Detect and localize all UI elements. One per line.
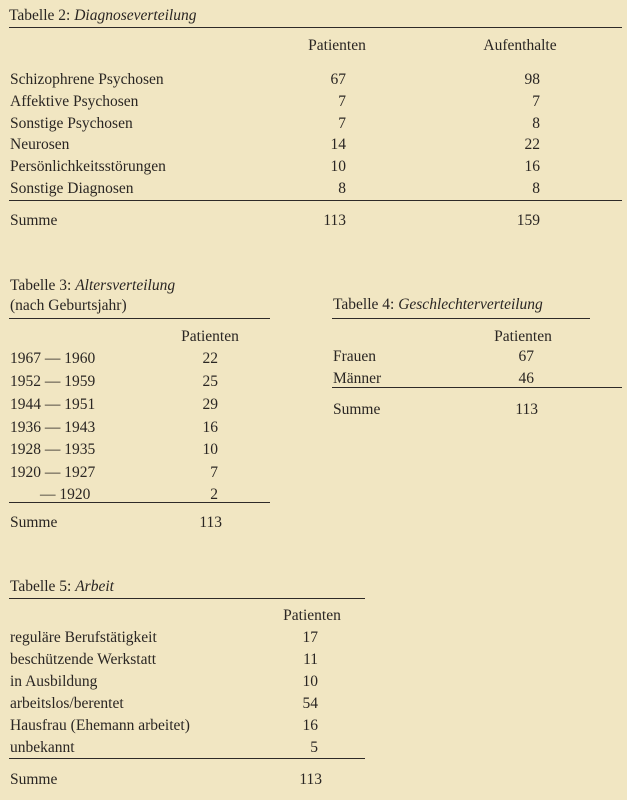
table2-row-stays: 7 <box>532 93 540 110</box>
table2-row-stays: 8 <box>532 180 540 197</box>
table2-row-label: Persönlichkeitsstörungen <box>10 158 166 175</box>
table3-subtitle: (nach Geburtsjahr) <box>10 297 127 314</box>
table3-row-patients: 16 <box>202 419 218 436</box>
table2-sum-stays: 159 <box>516 212 540 229</box>
table4-col-patients: Patienten <box>494 328 552 345</box>
table5-row-patients: 10 <box>302 673 318 690</box>
table3-title: Altersverteilung <box>75 277 176 294</box>
table2-row-label: Sonstige Diagnosen <box>10 180 134 197</box>
table5-row-patients: 5 <box>310 739 318 756</box>
table4-sum-label: Summe <box>333 401 381 418</box>
table3-caption <box>10 277 175 295</box>
table5-caption <box>10 578 114 596</box>
table2-row-patients: 7 <box>338 115 346 132</box>
table2-caption <box>9 7 196 25</box>
table3-label: Tabelle 3: <box>10 277 72 294</box>
table3-row-label: 1928 — 1935 <box>10 441 96 458</box>
table5-top-rule <box>9 598 365 599</box>
table4-caption <box>333 296 543 314</box>
table5-col-patients: Patienten <box>283 607 341 624</box>
table2-row-patients: 8 <box>338 180 346 197</box>
table2-row-stays: 8 <box>532 115 540 132</box>
table3-row-patients: 22 <box>202 350 218 367</box>
table5-row-patients: 11 <box>303 651 318 668</box>
table2-row-label: Sonstige Psychosen <box>10 115 133 132</box>
table3-row-patients: 10 <box>202 441 218 458</box>
table5-label: Tabelle 5: <box>10 578 72 595</box>
table3-col-patients: Patienten <box>181 328 239 345</box>
table2-row-patients: 7 <box>338 93 346 110</box>
table3-row-label: 1936 — 1943 <box>10 419 96 436</box>
table2-sum-patients: 113 <box>323 212 346 229</box>
table3-row-label: 1920 — 1927 <box>10 464 96 481</box>
table3-sum-label: Summe <box>10 514 58 531</box>
table5-row-label: reguläre Berufstätigkeit <box>10 629 157 646</box>
table2-row-label: Schizophrene Psychosen <box>10 71 164 88</box>
table5-row-label: arbeitslos/berentet <box>10 695 124 712</box>
table2-title: Diagnoseverteilung <box>74 7 197 24</box>
table5-row-label: in Ausbildung <box>10 673 98 690</box>
table2-row-stays: 22 <box>524 136 540 153</box>
table5-row-label: unbekannt <box>10 739 75 756</box>
table3-sum-rule <box>9 502 270 503</box>
table5-row-patients: 17 <box>302 629 318 646</box>
table2-col-stays: Aufenthalte <box>483 37 557 54</box>
table5-sum-rule <box>9 758 365 759</box>
table5-row-patients: 16 <box>302 717 318 734</box>
table3-row-label: — 1920 <box>40 486 91 503</box>
table2-row-label: Affektive Psychosen <box>10 93 139 110</box>
table3-row-patients: 29 <box>202 396 218 413</box>
table4-top-rule <box>332 318 590 319</box>
table4-row-patients: 67 <box>518 348 534 365</box>
table4-sum-patients: 113 <box>515 401 538 418</box>
table2-row-stays: 16 <box>524 158 540 175</box>
table5-sum-patients: 113 <box>299 771 322 788</box>
table4-row-label: Frauen <box>333 348 377 365</box>
table3-row-label: 1967 — 1960 <box>10 350 96 367</box>
table3-row-label: 1944 — 1951 <box>10 396 96 413</box>
table5-sum-label: Summe <box>10 771 58 788</box>
table5-row-label: Hausfrau (Ehemann arbeitet) <box>10 717 190 734</box>
table2-col-patients: Patienten <box>308 37 366 54</box>
table2-row-label: Neurosen <box>10 136 70 153</box>
table3-row-label: 1952 — 1959 <box>10 373 96 390</box>
table5-title: Arbeit <box>75 578 114 595</box>
table3-sum-patients: 113 <box>199 514 222 531</box>
table3-row-patients: 2 <box>210 486 218 503</box>
table4-row-label: Männer <box>333 370 382 387</box>
table4-sum-rule <box>332 387 622 388</box>
table2-row-stays: 98 <box>524 71 540 88</box>
table2-row-patients: 14 <box>330 136 346 153</box>
table2-top-rule <box>9 27 622 28</box>
table2-label: Tabelle 2: <box>9 7 71 24</box>
table2-row-patients: 67 <box>330 71 346 88</box>
table5-row-patients: 54 <box>302 695 318 712</box>
table4-row-patients: 46 <box>518 370 534 387</box>
table3-row-patients: 7 <box>210 464 218 481</box>
table2-row-patients: 10 <box>330 158 346 175</box>
table4-label: Tabelle 4: <box>333 296 395 313</box>
table2-sum-label: Summe <box>10 212 58 229</box>
table4-title: Geschlechterverteilung <box>398 296 543 313</box>
table2-sum-rule <box>9 200 622 201</box>
table5-row-label: beschützende Werkstatt <box>10 651 157 668</box>
table3-top-rule <box>9 318 270 319</box>
table3-row-patients: 25 <box>202 373 218 390</box>
